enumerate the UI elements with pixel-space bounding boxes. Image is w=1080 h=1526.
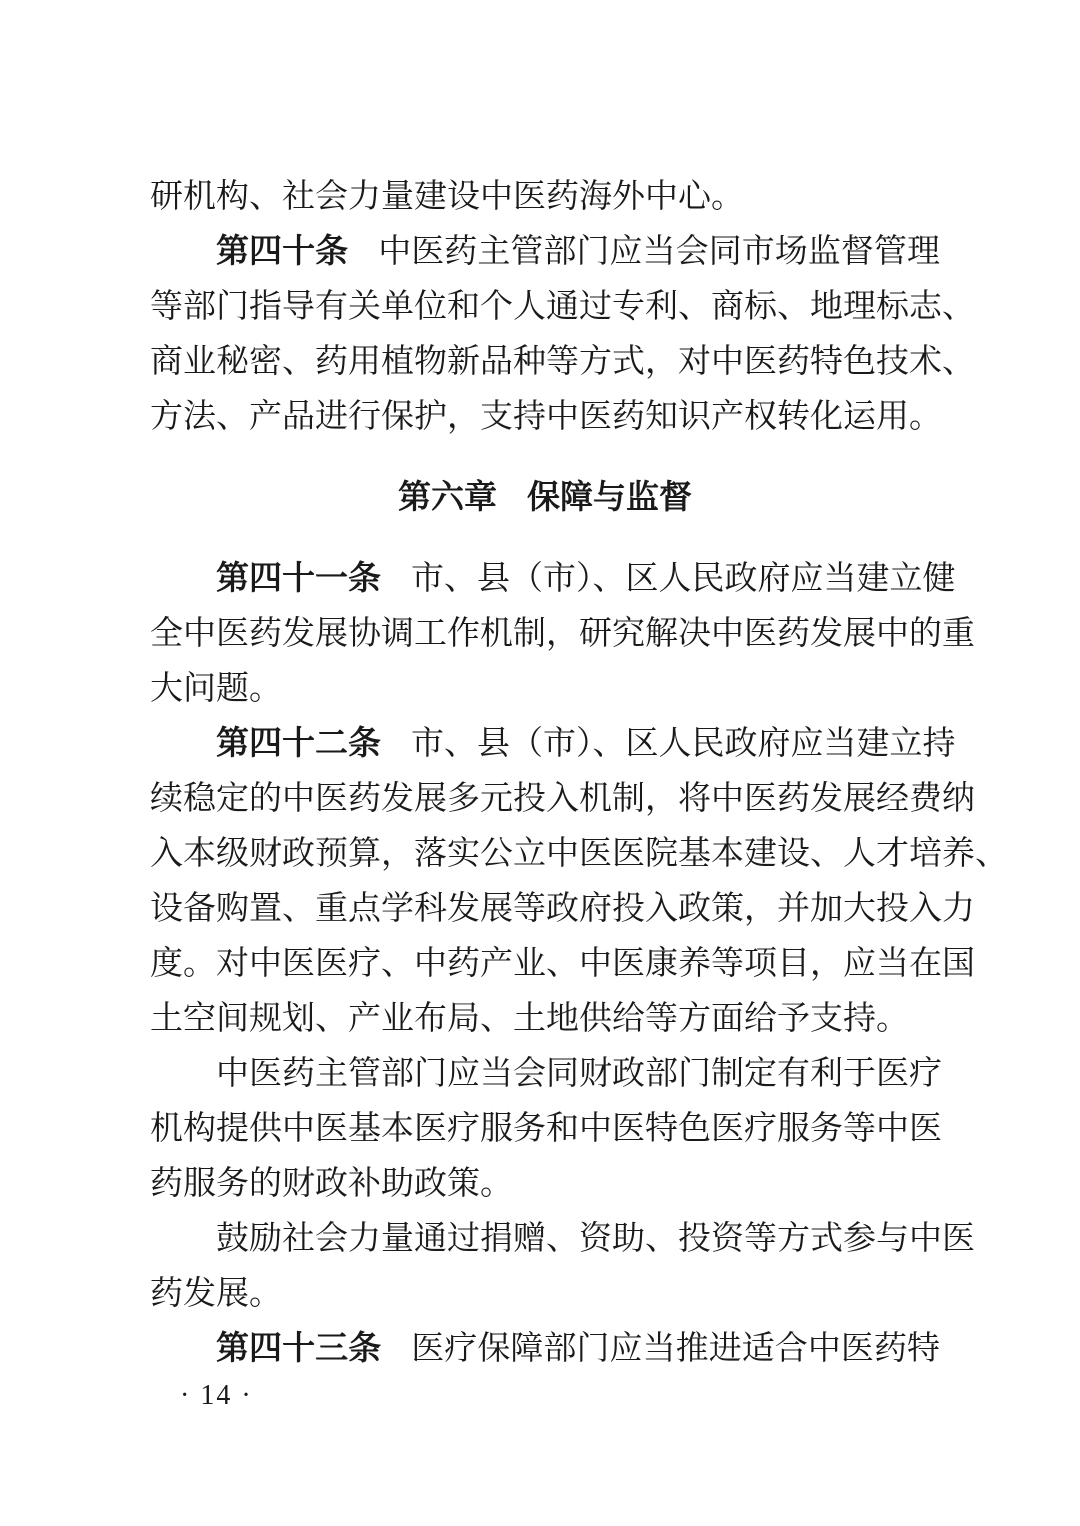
line-text: 研机构、社会力量建设中医药海外中心。 [150, 176, 744, 215]
text-line [150, 333, 975, 388]
article-line [150, 223, 940, 278]
text-line [150, 660, 940, 715]
line-text: 续稳定的中医药发展多元投入机制，将中医药发展经费纳 [150, 778, 975, 817]
text-line [150, 825, 1008, 880]
text-line [150, 388, 940, 443]
line-text: 药发展。 [150, 1273, 282, 1312]
text-line [150, 1155, 940, 1210]
line-text: 药服务的财政补助政策。 [150, 1163, 513, 1202]
line-text: 鼓励社会力量通过捐赠、资助、投资等方式参与中医 [216, 1218, 975, 1257]
article-heading: 第四十条 [216, 231, 349, 270]
line-text: 设备购置、重点学科发展等政府投入政策，并加大投入力 [150, 888, 975, 927]
article-line [150, 1320, 940, 1375]
line-text: 等部门指导有关单位和个人通过专利、商标、地理标志、 [150, 286, 975, 325]
text-line [150, 990, 940, 1045]
text-line [150, 1265, 940, 1320]
article-heading: 第四十三条 [216, 1328, 382, 1367]
text-line [150, 1100, 940, 1155]
line-text: 大问题。 [150, 668, 282, 707]
text-block-top [150, 168, 975, 443]
chapter-heading [150, 469, 940, 524]
chapter-number: 第六章 [398, 477, 497, 516]
text-line [150, 1045, 940, 1100]
line-text: 机构提供中医基本医疗服务和中医特色医疗服务等中医 [150, 1108, 942, 1147]
chapter-title: 保障与监督 [527, 477, 692, 516]
text-line [150, 770, 975, 825]
article-heading: 第四十一条 [216, 558, 381, 597]
text-line [150, 605, 975, 660]
line-text: 市、县（市）、区人民政府应当建立健 [411, 558, 956, 597]
line-text: 度。对中医医疗、中药产业、中医康养等项目，应当在国 [150, 943, 975, 982]
article-line [150, 550, 956, 605]
line-text: 商业秘密、药用植物新品种等方式，对中医药特色技术、 [150, 341, 975, 380]
article-heading: 第四十二条 [216, 723, 381, 762]
line-text: 医疗保障部门应当推进适合中医药特 [411, 1328, 941, 1367]
text-line [150, 168, 940, 223]
page-number: · 14 · [180, 1380, 253, 1411]
text-line [150, 278, 975, 333]
text-line [150, 880, 975, 935]
document-page [150, 168, 1008, 1375]
line-text: 中医药主管部门应当会同市场监督管理 [378, 231, 941, 270]
line-text: 方法、产品进行保护，支持中医药知识产权转化运用。 [150, 396, 942, 435]
line-text: 中医药主管部门应当会同财政部门制定有利于医疗 [216, 1053, 942, 1092]
text-line [150, 935, 975, 990]
text-block-bottom [150, 550, 1008, 1375]
text-line [150, 1210, 975, 1265]
line-text: 入本级财政预算，落实公立中医医院基本建设、人才培养、 [150, 833, 1008, 872]
line-text: 市、县（市）、区人民政府应当建立持 [411, 723, 956, 762]
line-text: 土空间规划、产业布局、土地供给等方面给予支持。 [150, 998, 909, 1037]
article-line [150, 715, 956, 770]
line-text: 全中医药发展协调工作机制，研究解决中医药发展中的重 [150, 613, 975, 652]
